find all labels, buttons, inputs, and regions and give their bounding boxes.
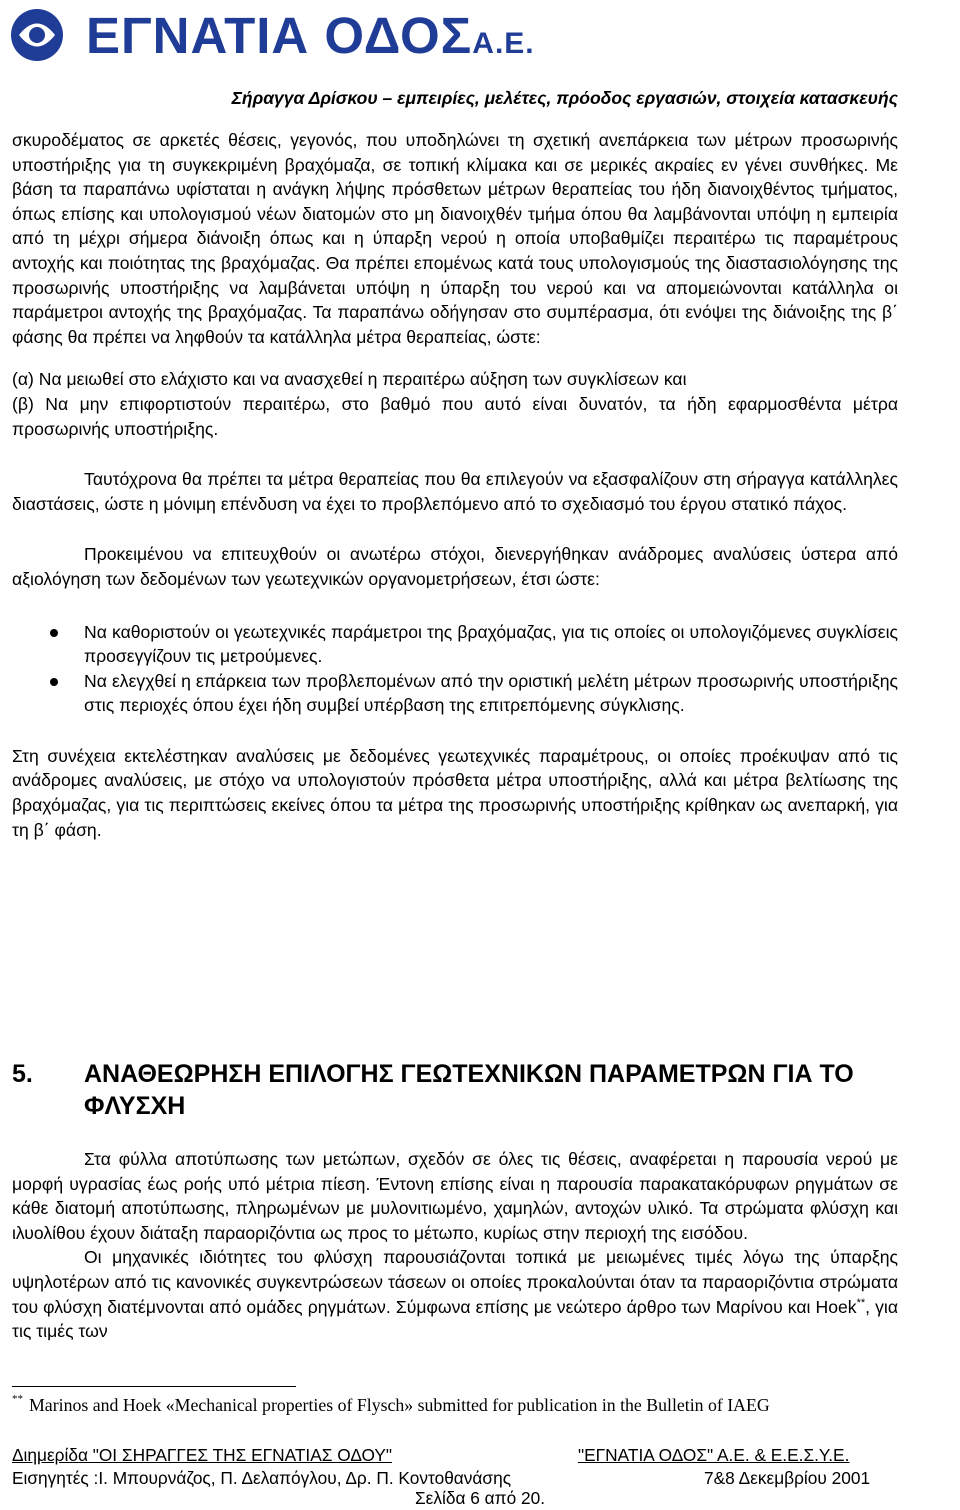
paragraph-1: σκυροδέματος σε αρκετές θέσεις, γεγονός, που υποδηλώνει τη σχετική ανεπάρκεια των μέτρων προσωρινής υποστήριξης για τη συγκεκριμένη βραχόμαζα, σε τοπική κλίμακα και σε μερικές ακραίες εν γένει συνθήκες. Με βάση τα παραπάνω υφίσταται η ανάγκη λήψης πρόσθετων μέτρων θεραπείας του ήδη διανοιχθέντος τμήματος, όπως επίσης και υπολογισμού νέων διατομών στο μη διανοιχθέν τμήμα όπου θα λαμβάνονται υπόψη η εμπειρία από τη μέχρι σήμερα διάνοιξη όπως και η ύπαρξη νερού η οποία υποβαθμίζει περαιτέρω τις παραμέτρους αντοχής και ποιότητας της βραχόμαζας. Θα πρέπει επομένως κατά τους υπολογισμούς της διαστασιολόγησης της προσωρινής υποστήριξης να λαμβάνεται υπόψη η ύπαρξη του νερού και να απομειώνονται κατάλληλα οι παράμετροι αντοχής της βραχόμαζας. Τα παραπάνω οδήγησαν στο συμπέρασμα, ότι ενόψει της διάνοιξης της β΄ φάσης θα πρέπει να ληφθούν τα κατάλληλα μέτρα θεραπείας, ώστε: <box>12 130 898 347</box>
section-body <box>12 1147 898 1344</box>
page-number: Σελίδα 6 από 20. <box>414 1488 546 1508</box>
footer-event: Διημερίδα "ΟΙ ΣΗΡΑΓΓΕΣ ΤΗΣ ΕΓΝΑΤΙΑΣ ΟΔΟΥ" <box>12 1445 393 1465</box>
logo-wordmark <box>86 6 535 65</box>
list-item-b: (β) Να μην επιφορτιστούν περαιτέρω, στο βαθμό που αυτό είναι δυνατόν, τα ήδη εφαρμοσθέντα μέτρα προσωρινής υποστήριξης. <box>12 393 898 439</box>
section-number: 5. <box>12 1060 33 1088</box>
footer-row-1 <box>12 1444 898 1466</box>
paragraph-4: Στη συνέχεια εκτελέστηκαν αναλύσεις με δεδομένες γεωτεχνικές παραμέτρους, οι οποίες προέκυψαν από τις ανάδρομες αναλύσεις, με στόχο να υπολογιστούν πρόσθετα μέτρα υποστήριξης, αλλά και μέτρα βελτίωσης της βραχόμαζας, για τις περιπτώσεις εκείνες όπου τα μέτρα της προσωρινής υποστήριξης κρίθηκαν ως ανεπαρκή, για τη β΄ φάση. <box>12 745 898 840</box>
section-paragraph-1: Στα φύλλα αποτύπωσης των μετώπων, σχεδόν σε όλες τις θέσεις, αναφέρεται η παρουσία νερού με μορφή υγρασίας έως ροής υπό μέτρια πίεση. Έντονη επίσης είναι η παρουσία παρακατακόρυφων ρηγμάτων σε κάθε διατομή αποτύπωσης, πληρωμένων με μυλονιτιωμένο, χαμηλών, αντοχών υλικό. Τα στρώματα φλύσχη και ιλυολίθου έχουν διάταξη παραοριζόντια ως προς το μέτωπο, κυρίως στην περιοχή της εισόδου. <box>12 1149 898 1243</box>
paragraph-3: Προκειμένου να επιτευχθούν οι ανωτέρω στόχοι, διενεργήθηκαν ανάδρομες αναλύσεις ύστερα από αξιολόγηση των δεδομένων των γεωτεχνικών οργανομετρήσεων, έτσι ώστε: <box>12 544 898 589</box>
list-item-a: (α) Να μειωθεί στο ελάχιστο και να ανασχεθεί η περαιτέρω αύξηση των συγκλίσεων και <box>12 369 687 390</box>
running-header: Σήραγγα Δρίσκου – εμπειρίες, μελέτες, πρόοδος εργασιών, στοιχεία κατασκευής <box>231 88 898 108</box>
section-heading <box>12 1058 898 1122</box>
logo-name: ΕΓΝΑΤΙΑ ΟΔΟΣ <box>86 7 473 64</box>
footnote-ref: ** <box>856 1296 866 1309</box>
bullet-item: Να ελεγχθεί η επάρκεια των προβλεπομένων από την οριστική μελέτη μέτρων προσωρινής υποστήριξης στις περιοχές όπου έχει ήδη συμβεί υπέρβαση της επιτρεπόμενης σύγκλισης. <box>12 669 898 718</box>
bullet-item: Να καθοριστούν οι γεωτεχνικές παράμετροι της βραχόμαζας, για τις οποίες οι υπολογιζόμενες συγκλίσεις προσεγγίζουν τις μετρούμενες. <box>12 620 898 669</box>
section-paragraph-2 <box>12 1245 898 1343</box>
footnote-text: Marinos and Hoek «Mechanical properties of Flysch» submitted for publication in the Bulletin of IAEG <box>29 1395 770 1415</box>
section-title: ΑΝΑΘΕΩΡΗΣΗ ΕΠΙΛΟΓΗΣ ΓΕΩΤΕΧΝΙΚΩΝ ΠΑΡΑΜΕΤΡΩΝ ΓΙΑ ΤΟ ΦΛΥΣΧΗ <box>84 1060 854 1120</box>
footnote <box>12 1393 912 1416</box>
footer-date: 7&8 Δεκεμβρίου 2001 <box>704 1468 871 1488</box>
section-paragraph-2-tail: , για τις τιμές των <box>12 1296 899 1342</box>
main-body <box>12 128 898 842</box>
bullet-list <box>12 620 898 718</box>
paragraph-2: Ταυτόχρονα θα πρέπει τα μέτρα θεραπείας που θα επιλεγούν να εξασφαλίζουν στη σήραγγα κατάλληλες διαστάσεις, ώστε η μόνιμη επένδυση να έχει το προβλεπόμενο από το σχεδιασμό του έργου στατικό πάχος. <box>12 469 898 514</box>
footer-organizers: "ΕΓΝΑΤΙΑ ΟΔΟΣ" Α.Ε. & Ε.Ε.Σ.Υ.Ε. <box>578 1445 850 1465</box>
footnote-divider <box>12 1386 296 1387</box>
company-logo <box>8 4 535 66</box>
footnote-mark: ** <box>12 1393 23 1405</box>
footer-speakers: Εισηγητές :Ι. Μπουρνάζος, Π. Δελαπόγλου, Δρ. Π. Κοντοθανάσης <box>12 1468 512 1488</box>
footer-row-2 <box>12 1467 898 1489</box>
section-paragraph-2-text: Οι μηχανικές ιδιότητες του φλύσχη παρουσιάζονται τοπικά με μειωμένες τιμές λόγω της ύπαρξης υψηλοτέρων από τις κανονικές συγκεντρώσεων τάσεων οι οποίες προκαλούνται όταν τα παραοριζόντια στρώματα του φλύσχη διατέμνονται από ομάδες ρηγμάτων. Σύμφωνα επίσης με νεώτερο άρθρο των Μαρίνου και Hoek <box>12 1247 898 1317</box>
logo-suffix: Α.Ε. <box>472 27 535 60</box>
